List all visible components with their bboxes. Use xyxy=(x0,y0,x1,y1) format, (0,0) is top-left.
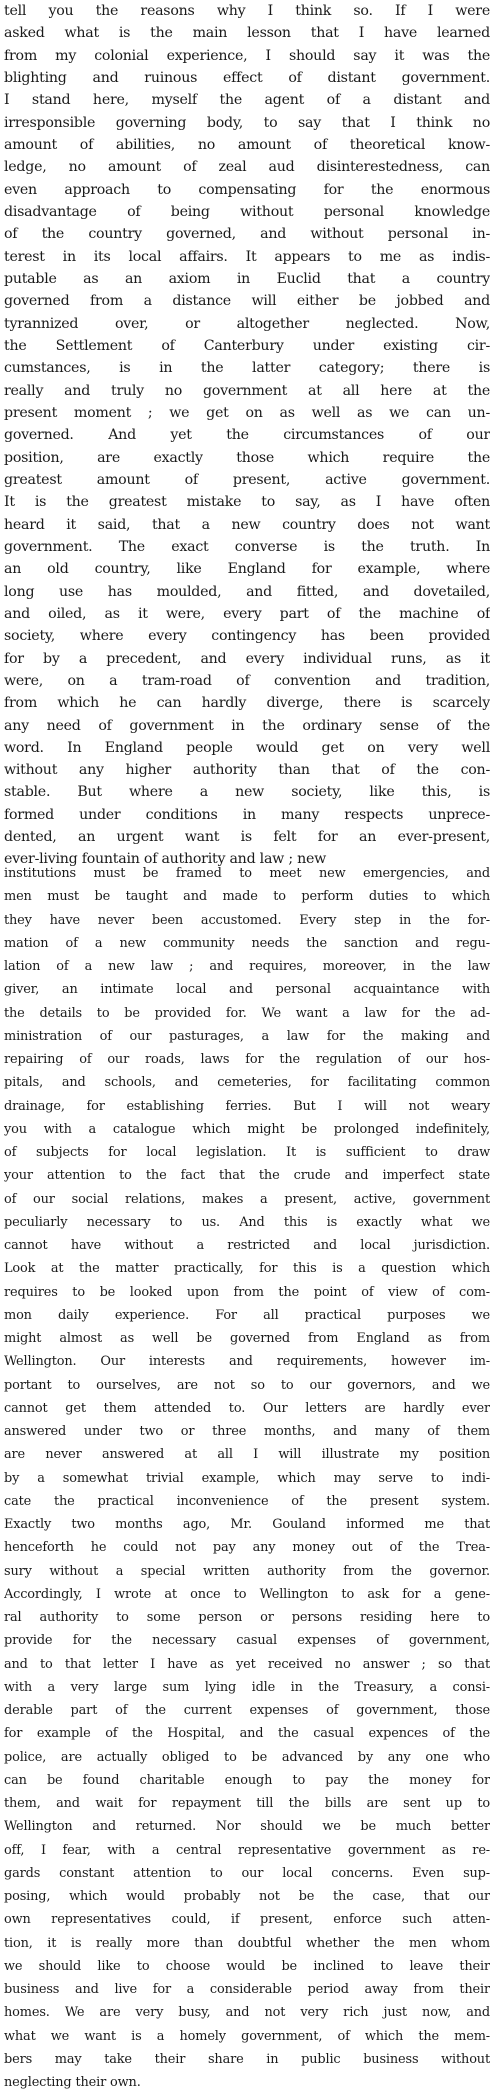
text-line: really and truly no government at all here at the xyxy=(4,382,490,399)
text-line: without any higher authority than that of the con- xyxy=(4,762,490,779)
text-line: of subjects for local legislation. It is sufficient to draw xyxy=(4,1145,490,1160)
text-line: repairing of our roads, laws for the regulation of our hos- xyxy=(4,1052,490,1067)
text-line: asked what is the main lesson that I have learned xyxy=(4,25,490,42)
text-line: can be found charitable enough to pay the money for xyxy=(4,1772,490,1788)
text-line: bers may take their share in public business without xyxy=(4,2051,490,2067)
upper-text-block xyxy=(4,0,490,871)
text-line: of our social relations, makes a present, active, government xyxy=(4,1191,490,1207)
text-line: business and live for a considerable period away from their xyxy=(4,1982,490,1997)
text-line: were, on a tram-road of convention and tradition, xyxy=(4,672,490,689)
text-line: they have never been accustomed. Every step in the for- xyxy=(4,912,490,928)
text-line: from my colonial experience, I should say it was the xyxy=(4,47,490,64)
text-line: portant to ourselves, are not so to our governors, and we xyxy=(4,1377,490,1393)
text-line: heard it said, that a new country does not want xyxy=(4,516,490,533)
text-line: police, are actually obliged to be advanced by any one who xyxy=(4,1749,490,1765)
text-line: Wellington and returned. Nor should we be much better xyxy=(4,1819,490,1835)
text-line: Exactly two months ago, Mr. Gouland informed me that xyxy=(4,1517,490,1532)
text-line: any need of government in the ordinary sense of the xyxy=(4,717,490,734)
text-line: greatest amount of present, active government. xyxy=(4,471,490,488)
text-line: dented, an urgent want is felt for an ever-present, xyxy=(4,829,490,846)
text-line: mation of a new community needs the sanction and regu- xyxy=(4,935,490,951)
text-line: are never answered at all I will illustrate my position xyxy=(4,1447,490,1463)
text-line: I stand here, myself the agent of a distant and xyxy=(4,92,490,109)
text-line: pitals, and schools, and cemeteries, for facilitating common xyxy=(4,1075,490,1091)
text-line: own representatives could, if present, enforce such atten- xyxy=(4,1912,490,1928)
text-line: position, are exactly those which require the xyxy=(4,449,490,466)
text-line: word. In England people would get on very well xyxy=(4,739,490,756)
text-line: formed under conditions in many respects unprece- xyxy=(4,806,490,823)
text-line: tion, it is really more than doubtful whether the men whom xyxy=(4,1935,490,1951)
text-line: an old country, like England for example, where xyxy=(4,561,490,578)
text-line: posing, which would probably not be the case, that our xyxy=(4,1889,490,1904)
text-line: blighting and ruinous effect of distant government. xyxy=(4,69,490,86)
text-line: we should like to choose would be inclined to leave their xyxy=(4,1958,490,1974)
text-line: Accordingly, I wrote at once to Wellington to ask for a gene- xyxy=(4,1586,490,1602)
text-line: and to that letter I have as yet received no answer ; so that xyxy=(4,1656,490,1672)
text-line: institutions must be framed to meet new emergencies, and xyxy=(4,866,490,881)
text-line: cannot have without a restricted and local jurisdiction. xyxy=(4,1238,490,1253)
text-line: ledge, no amount of zeal aud disinterestedness, can xyxy=(4,159,490,176)
text-line: derable part of the current expenses of government, those xyxy=(4,1703,490,1718)
text-line: It is the greatest mistake to say, as I have often xyxy=(4,494,490,511)
text-line: ministration of our pasturages, a law for the making and xyxy=(4,1028,490,1044)
text-line: putable as an axiom in Euclid that a country xyxy=(4,270,490,287)
text-line: by a somewhat trivial example, which may serve to indi- xyxy=(4,1470,490,1486)
text-line: henceforth he could not pay any money out of the Trea- xyxy=(4,1540,490,1556)
text-line: your attention to the fact that the crude and imperfect state xyxy=(4,1168,490,1184)
text-line: stable. But where a new society, like this, is xyxy=(4,784,490,801)
text-line: might almost as well be governed from England as from xyxy=(4,1331,490,1346)
text-line: with a very large sum lying idle in the Treasury, a consi- xyxy=(4,1679,490,1695)
text-line: gards constant attention to our local concerns. Even sup- xyxy=(4,1865,490,1881)
text-line: Wellington. Our interests and requirements, however im- xyxy=(4,1354,490,1370)
text-line: governed. And yet the circumstances of our xyxy=(4,427,490,444)
text-line: ever-living fountain of authority and law ; new xyxy=(4,851,327,868)
text-line: the details to be provided for. We want a law for the ad- xyxy=(4,1005,490,1021)
text-line: society, where every contingency has been provided xyxy=(4,628,490,645)
text-line: peculiarly necessary to us. And this is exactly what we xyxy=(4,1214,490,1230)
text-line: from which he can hardly diverge, there is scarcely xyxy=(4,695,490,712)
text-line: government. The exact converse is the truth. In xyxy=(4,538,490,555)
text-line: cannot get them attended to. Our letters are hardly ever xyxy=(4,1400,490,1416)
lower-text-block xyxy=(4,862,490,2094)
text-line: answered under two or three months, and many of them xyxy=(4,1424,490,1439)
text-line: mon daily experience. For all practical purposes we xyxy=(4,1307,490,1323)
text-line: ral authority to some person or persons residing here to xyxy=(4,1610,490,1625)
text-line: drainage, for establishing ferries. But I will not weary xyxy=(4,1098,490,1114)
text-line: present moment ; we get on as well as we can un- xyxy=(4,404,490,421)
text-line: provide for the necessary casual expenses of government, xyxy=(4,1633,490,1649)
text-line: of the country governed, and without personal in- xyxy=(4,226,490,243)
text-line: cumstances, is in the latter category; there is xyxy=(4,360,490,377)
text-line: neglecting their own. xyxy=(4,2075,141,2090)
text-line: disadvantage of being without personal knowledge xyxy=(4,203,490,220)
text-line: sury without a special written authority from the governor. xyxy=(4,1563,490,1579)
text-line: for by a precedent, and every individual runs, as it xyxy=(4,650,490,667)
text-line: them, and wait for repayment till the bills are sent up to xyxy=(4,1796,490,1811)
text-line: amount of abilities, no amount of theoretical know- xyxy=(4,136,490,153)
article-column xyxy=(4,0,490,2090)
text-line: men must be taught and made to perform duties to which xyxy=(4,889,490,905)
text-line: for example of the Hospital, and the casual expences of the xyxy=(4,1726,490,1742)
text-line: giver, an intimate local and personal acquaintance with xyxy=(4,982,490,998)
text-line: the Settlement of Canterbury under existing cir- xyxy=(4,337,490,354)
text-line: Look at the matter practically, for this is a question which xyxy=(4,1261,490,1277)
text-line: lation of a new law ; and requires, moreover, in the law xyxy=(4,959,490,974)
text-line: terest in its local affairs. It appears to me as indis- xyxy=(4,248,490,265)
text-line: requires to be looked upon from the point of view of com- xyxy=(4,1284,490,1300)
text-line: what we want is a homely government, of which the mem- xyxy=(4,2028,490,2044)
text-line: cate the practical inconvenience of the present system. xyxy=(4,1493,490,1509)
text-line: off, I fear, with a central representative government as re- xyxy=(4,1842,490,1858)
text-line: tyrannized over, or altogether neglected. Now, xyxy=(4,315,490,332)
text-line: irresponsible governing body, to say that I think no xyxy=(4,114,490,131)
text-line: long use has moulded, and fitted, and dovetailed, xyxy=(4,583,490,600)
text-line: tell you the reasons why I think so. If I were xyxy=(4,3,490,19)
text-line: and oiled, as it were, every part of the machine of xyxy=(4,605,490,622)
text-line: homes. We are very busy, and not very rich just now, and xyxy=(4,2005,490,2021)
text-line: even approach to compensating for the enormous xyxy=(4,181,490,198)
text-line: governed from a distance will either be jobbed and xyxy=(4,293,490,310)
text-line: you with a catalogue which might be prolonged indefinitely, xyxy=(4,1121,490,1137)
